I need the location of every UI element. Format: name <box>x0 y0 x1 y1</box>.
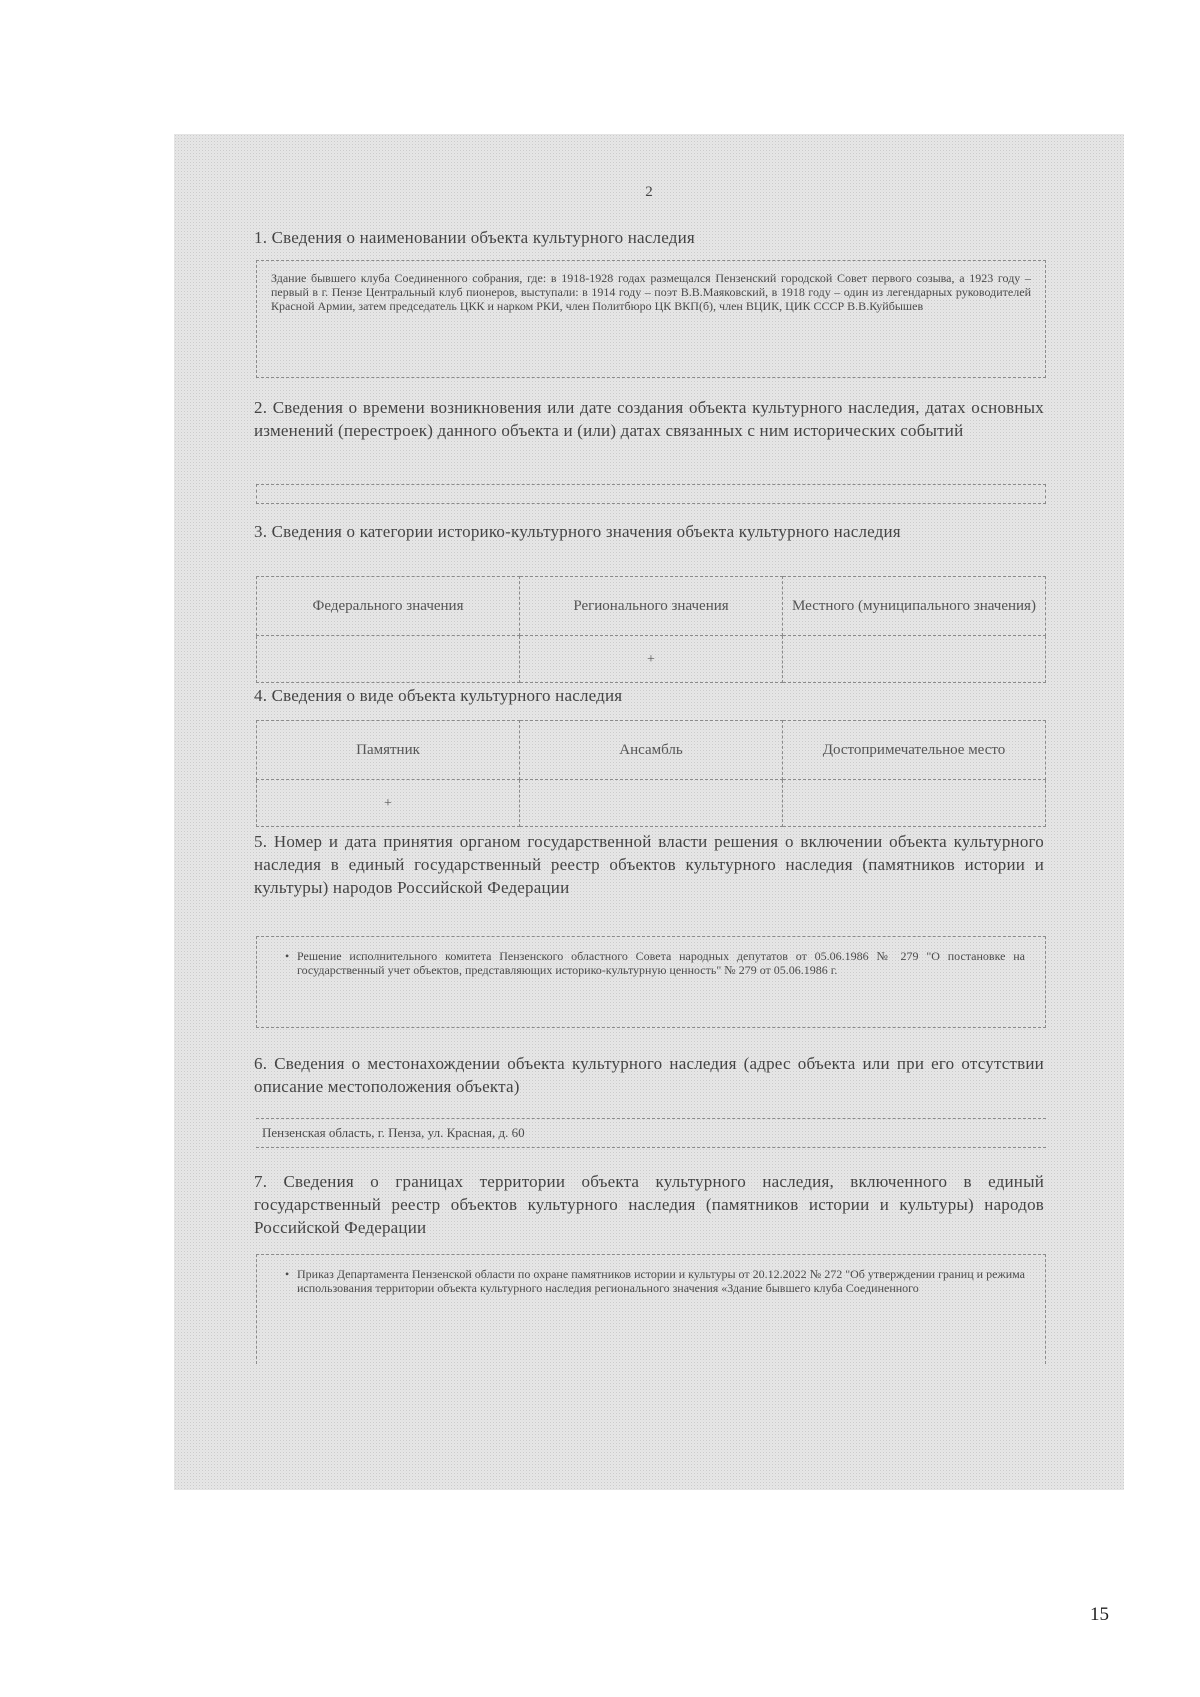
section-1-heading: 1. Сведения о наименовании объекта культурного наследия <box>254 228 695 247</box>
page-number: 15 <box>1090 1604 1109 1625</box>
section-7-box <box>256 1254 1046 1364</box>
scan-content <box>174 134 1124 1490</box>
section-1-text: Здание бывшего клуба Соединенного собрания, где: в 1918-1928 годах размещался Пензенский городской Совет первого созыва, а 1923 году – первый в г. Пензе Центральный клуб пионеров, выступали: в 1914 году – поэт В.В.Маяковский, в 1918 году – один из легендарных руководителей Красной Армии, затем председатель ЦКК и нарком РКИ, член Политбюро ЦК ВКП(б), член ВЦИК, ЦИК СССР В.В.Куйбышев <box>271 271 1031 313</box>
section-4-heading: 4. Сведения о виде объекта культурного наследия <box>254 686 623 705</box>
type-monument-mark: + <box>257 780 520 827</box>
category-federal: Федерального значения <box>257 577 520 636</box>
section-5-list <box>257 937 1045 977</box>
section-4-type-table <box>256 720 1046 827</box>
section-3-category-table <box>256 576 1046 683</box>
type-monument: Памятник <box>257 721 520 780</box>
type-ensemble-mark <box>520 780 783 827</box>
list-item: • Решение исполнительного комитета Пензенского областного Совета народных депутатов от 05.06.1986 № 279 "О постановке на государственный учет объектов, представляющих историко-культурную ценность" № 279 от 05.06.1986 г. <box>285 949 1025 977</box>
type-landmark: Достопримечательное место <box>783 721 1046 780</box>
type-landmark-mark <box>783 780 1046 827</box>
section-3-heading: 3. Сведения о категории историко-культурного значения объекта культурного наследия <box>254 522 901 541</box>
type-ensemble: Ансамбль <box>520 721 783 780</box>
section-2-box <box>256 484 1046 504</box>
scanned-document-page <box>174 134 1124 1490</box>
section-5-box <box>256 936 1046 1028</box>
category-regional: Регионального значения <box>520 577 783 636</box>
section-6-address: Пензенская область, г. Пенза, ул. Красная, д. 60 <box>256 1118 1046 1148</box>
section-2-heading: 2. Сведения о времени возникновения или дате создания объекта культурного наследия, датах основных изменений (перестроек) данного объекта и (или) датах связанных с ним исторических событий <box>254 398 1044 440</box>
section-7-list <box>257 1255 1045 1295</box>
section-1-box <box>256 260 1046 378</box>
category-local: Местного (муниципального значения) <box>783 577 1046 636</box>
category-regional-mark: + <box>520 636 783 683</box>
section-6-heading: 6. Сведения о местонахождении объекта культурного наследия (адрес объекта или при его отсутствии описание местоположения объекта) <box>254 1054 1044 1096</box>
list-item: • Приказ Департамента Пензенской области по охране памятников истории и культуры от 20.12.2022 № 272 "Об утверждении границ и режима использования территории объекта культурного наследия регионального значения «Здание бывшего клуба Соединенного <box>285 1267 1025 1295</box>
category-federal-mark <box>257 636 520 683</box>
section-7-item-text: Приказ Департамента Пензенской области по охране памятников истории и культуры от 20.12.2022 № 272 "Об утверждении границ и режима использования территории объекта культурного наследия регионального значения «Здание бывшего клуба Соединенного <box>297 1267 1025 1295</box>
sheet-number: 2 <box>645 184 653 200</box>
category-local-mark <box>783 636 1046 683</box>
section-5-item-text: Решение исполнительного комитета Пензенского областного Совета народных депутатов от 05.06.1986 № 279 "О постановке на государственный учет объектов, представляющих историко-культурную ценность" № 279 от 05.06.1986 г. <box>297 949 1025 977</box>
section-7-heading: 7. Сведения о границах территории объекта культурного наследия, включенного в единый государственный реестр объектов культурного наследия (памятников истории и культуры) народов Российской Федерации <box>254 1172 1044 1237</box>
section-5-heading: 5. Номер и дата принятия органом государственной власти решения о включении объекта культурного наследия в единый государственный реестр объектов культурного наследия (памятников истории и культуры) народов Российской Федерации <box>254 832 1044 897</box>
